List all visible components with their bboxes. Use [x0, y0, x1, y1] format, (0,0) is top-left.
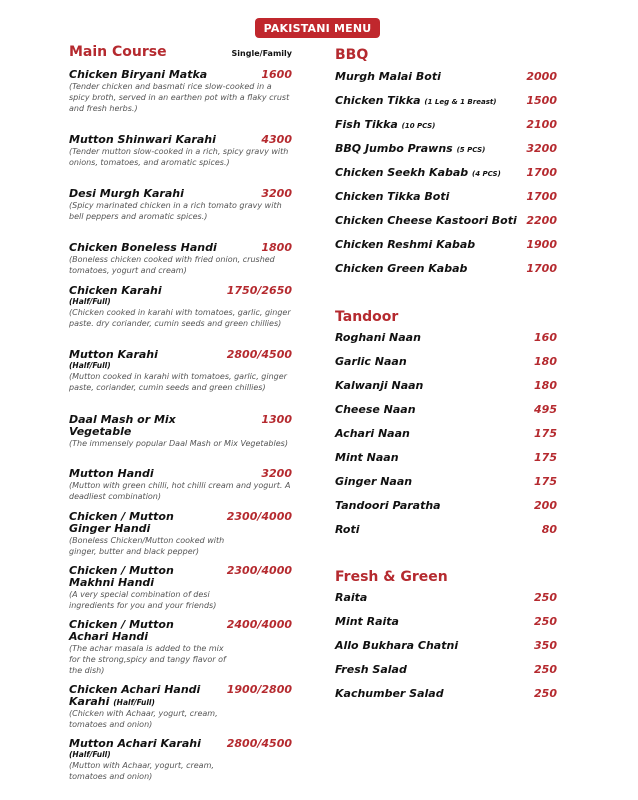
item-price: 175	[534, 451, 557, 464]
menu-item	[69, 738, 292, 782]
item-price: 3200	[261, 467, 292, 480]
item-price: 2100	[526, 118, 557, 131]
item-name: Chicken Seekh Kabab (4 PCS)	[335, 166, 501, 179]
item-price: 1700	[526, 262, 557, 275]
menu-item	[335, 379, 557, 392]
item-price: 250	[534, 687, 557, 700]
item-price: 175	[534, 475, 557, 488]
menu-item	[69, 242, 292, 276]
section-title: BBQ	[335, 47, 369, 63]
item-description: (Boneless Chicken/Mutton cooked with ginger, butter and black pepper)	[69, 536, 225, 556]
item-description: (Chicken with Achaar, yogurt, cream, tomatoes and onion)	[69, 709, 218, 729]
item-name: Mutton Achari Karahi	[69, 737, 201, 750]
item-name: Garlic Naan	[335, 355, 407, 368]
menu-item	[69, 511, 292, 557]
item-name: Desi Murgh Karahi	[69, 187, 184, 200]
item-price: 3200	[261, 187, 292, 200]
item-name-text: Chicken Achari Handi Karahi	[69, 683, 201, 708]
item-name: Raita	[335, 591, 368, 604]
menu-item	[69, 349, 292, 393]
menu-banner: PAKISTANI MENU	[255, 18, 380, 38]
item-price: 2800/4500	[226, 348, 292, 361]
item-price: 2000	[526, 70, 557, 83]
item-description: (Boneless chicken cooked with fried onion, crushed tomatoes, yogurt and cream)	[69, 255, 275, 275]
item-name: Mint Raita	[335, 615, 399, 628]
item-description: (A very special combination of desi ingredients for you and your friends)	[69, 590, 217, 610]
fresh-green-section-title-wrap	[335, 566, 448, 585]
item-description: (The immensely popular Daal Mash or Mix Vegetables)	[69, 439, 288, 448]
item-price: 250	[534, 591, 557, 604]
menu-item	[335, 451, 557, 464]
menu-item	[335, 687, 557, 700]
item-name: Chicken Karahi	[69, 284, 162, 297]
menu-item	[69, 134, 292, 168]
item-note: (10 PCS)	[401, 122, 436, 130]
item-name: Achari Naan	[335, 427, 410, 440]
item-note: (5 PCS)	[456, 146, 486, 154]
item-price: 1500	[526, 94, 557, 107]
item-name: Chicken / Mutton Makhni Handi	[69, 564, 174, 589]
item-price: 2800/4500	[226, 737, 292, 750]
item-price: 3200	[526, 142, 557, 155]
item-price: 350	[534, 639, 557, 652]
main-course-section	[69, 44, 292, 781]
section-title: Fresh & Green	[335, 569, 448, 585]
menu-item	[335, 591, 557, 604]
item-price: 4300	[261, 133, 292, 146]
item-description: (The achar masala is added to the mix for the strong,spicy and tangy flavor of the dish)	[69, 644, 226, 675]
item-price: 1900	[526, 238, 557, 251]
item-name: Chicken Green Kabab	[335, 262, 468, 275]
item-name: Ginger Naan	[335, 475, 413, 488]
item-name: Roti	[335, 523, 360, 536]
item-price: 1700	[526, 190, 557, 203]
item-description: (Tender mutton slow-cooked in a rich, spicy gravy with onions, tomatoes, and aromatic spices.)	[69, 147, 289, 167]
item-size-note: (Half/Full)	[69, 750, 111, 759]
item-name: Chicken Boneless Handi	[69, 241, 217, 254]
section-title: Tandoor	[335, 309, 399, 325]
item-name: Daal Mash or Mix Vegetable	[69, 413, 176, 438]
item-size-note: (Half/Full)	[69, 297, 111, 306]
item-name: Chicken Biryani Matka	[69, 68, 208, 81]
item-price: 80	[541, 523, 557, 536]
item-name: Tandoori Paratha	[335, 499, 441, 512]
item-price: 1300	[261, 413, 292, 426]
item-price: 180	[534, 355, 557, 368]
item-size-note: (Half/Full)	[113, 698, 155, 707]
menu-item	[69, 684, 292, 730]
menu-item	[335, 238, 557, 251]
menu-item	[335, 94, 557, 107]
item-name: Kachumber Salad	[335, 687, 444, 700]
menu-item	[335, 331, 557, 344]
menu-item	[335, 475, 557, 488]
menu-item	[69, 188, 292, 222]
item-description: (Chicken cooked in karahi with tomatoes, garlic, ginger paste. dry coriander, cumin seeds and green chillies)	[69, 308, 291, 328]
item-size-note: (Half/Full)	[69, 361, 111, 370]
item-description: (Tender chicken and basmati rice slow-cooked in a spicy broth, served in an earthen pot with a flaky crust and fresh herbs.)	[69, 82, 290, 113]
item-price: 160	[534, 331, 557, 344]
menu-item	[335, 427, 557, 440]
bbq-section-title-wrap	[335, 44, 368, 63]
item-price: 1750/2650	[226, 284, 292, 297]
item-price: 1900/2800	[226, 683, 292, 696]
menu-item	[335, 166, 557, 179]
item-description: (Spicy marinated chicken in a rich tomato gravy with bell peppers and aromatic spices.)	[69, 201, 282, 221]
menu-item	[335, 70, 557, 83]
menu-item	[69, 69, 292, 114]
item-price: 1700	[526, 166, 557, 179]
item-name: Mutton Karahi	[69, 348, 158, 361]
item-price: 2300/4000	[226, 510, 292, 523]
item-price: 2300/4000	[226, 564, 292, 577]
item-name: Mint Naan	[335, 451, 399, 464]
item-price: 250	[534, 615, 557, 628]
item-name: Fresh Salad	[335, 663, 407, 676]
item-price: 175	[534, 427, 557, 440]
item-price: 250	[534, 663, 557, 676]
menu-item	[335, 262, 557, 275]
item-name: Chicken Tikka (1 Leg & 1 Breast)	[335, 94, 497, 107]
menu-item	[69, 285, 292, 329]
menu-item	[335, 190, 557, 203]
menu-item	[69, 468, 292, 502]
menu-item	[335, 403, 557, 416]
item-name: Cheese Naan	[335, 403, 416, 416]
item-name: Chicken Tikka Boti	[335, 190, 450, 203]
menu-item	[335, 523, 557, 536]
item-note: (4 PCS)	[472, 170, 501, 178]
menu-item	[335, 214, 557, 227]
item-name: Mutton Shinwari Karahi	[69, 133, 216, 146]
item-name: Fish Tikka (10 PCS)	[335, 118, 436, 131]
item-note: (1 Leg & 1 Breast)	[424, 98, 497, 106]
item-price: 495	[534, 403, 557, 416]
menu-item	[335, 142, 557, 155]
section-title: Main Course	[69, 44, 167, 60]
item-price: 200	[534, 499, 557, 512]
menu-item	[335, 118, 557, 131]
item-name: Kalwanji Naan	[335, 379, 424, 392]
item-description: (Mutton cooked in karahi with tomatoes, garlic, ginger paste, coriander, cumin seeds and green chillies)	[69, 372, 287, 392]
menu-item	[335, 499, 557, 512]
menu-item	[335, 615, 557, 628]
item-name: Chicken Cheese Kastoori Boti	[335, 214, 517, 227]
menu-item	[335, 663, 557, 676]
tandoor-section-title-wrap	[335, 306, 398, 325]
item-description: (Mutton with green chilli, hot chilli cream and yogurt. A deadliest combination)	[69, 481, 291, 501]
item-name: Chicken / Mutton Ginger Handi	[69, 510, 174, 535]
menu-item	[335, 355, 557, 368]
item-name	[69, 684, 227, 708]
item-name: Allo Bukhara Chatni	[335, 639, 459, 652]
main-course-header	[69, 44, 292, 60]
item-price: 2400/4000	[226, 618, 292, 631]
item-name: Mutton Handi	[69, 467, 154, 480]
item-name: Chicken / Mutton Achari Handi	[69, 618, 174, 643]
item-description: (Mutton with Achaar, yogurt, cream, tomatoes and onion)	[69, 761, 214, 781]
item-name: Chicken Reshmi Kabab	[335, 238, 476, 251]
item-price: 1600	[261, 68, 292, 81]
item-name: Roghani Naan	[335, 331, 421, 344]
menu-item	[335, 639, 557, 652]
item-name: BBQ Jumbo Prawns (5 PCS)	[335, 142, 486, 155]
menu-item	[69, 565, 292, 611]
menu-item	[69, 619, 292, 676]
item-name: Murgh Malai Boti	[335, 70, 441, 83]
price-column-label: Single/Family	[231, 49, 292, 58]
item-price: 180	[534, 379, 557, 392]
menu-item	[69, 414, 292, 449]
item-price: 2200	[526, 214, 557, 227]
item-price: 1800	[261, 241, 292, 254]
